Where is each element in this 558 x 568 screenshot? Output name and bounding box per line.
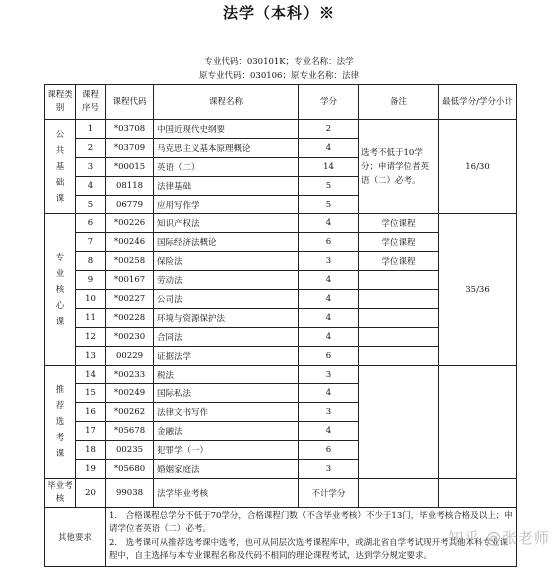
remark-cell [359,271,439,290]
header-name: 课程名称 [154,85,299,120]
remark-cell [359,478,439,507]
credit-cell: 6 [299,233,359,252]
remark-cell [359,327,439,346]
requirement-item: 1. 合格课程总学分不低于70学分，合格课程门数（不含毕业考核）不少于13门，毕业考核合格及以上；申请学位者英语（二）必考。 [109,510,513,535]
seq-cell: 11 [76,308,106,327]
code-cell: *00249 [106,384,154,403]
credit-cell: 6 [299,441,359,460]
category-char: 核 [55,284,65,295]
credit-cell: 3 [299,403,359,422]
seq-cell: 18 [76,441,106,460]
header-seq: 课程序号 [76,85,106,120]
course-name-cell: 国际经济法概论 [154,233,299,252]
category-char: 课 [55,316,65,327]
course-name-cell: 马克思主义基本原理概论 [154,138,299,157]
seq-cell: 13 [76,346,106,365]
seq-cell: 4 [76,176,106,195]
category-cell [45,365,76,478]
remark-cell: 学位课程 [359,233,439,252]
credit-cell: 5 [299,176,359,195]
code-cell: 06779 [106,195,154,214]
code-cell: *00015 [106,157,154,176]
code-cell: *00228 [106,308,154,327]
code-cell: *03708 [106,120,154,139]
min-credit-cell: 35/36 [439,214,517,365]
category-char: 推 [55,384,65,395]
course-name-cell: 婚姻家庭法 [154,460,299,479]
course-table [44,84,517,567]
remark-cell [359,365,439,478]
seq-cell: 5 [76,195,106,214]
graduation-row [45,478,517,507]
remark-cell [359,308,439,327]
credit-cell: 14 [299,157,359,176]
watermark: 知乎 @张老师 [448,529,550,547]
min-credit-cell [439,365,517,478]
code-cell: *00226 [106,214,154,233]
seq-cell: 1 [76,120,106,139]
course-name-cell: 环境与资源保护法 [154,308,299,327]
seq-cell: 17 [76,422,106,441]
min-credit-cell [439,478,517,507]
credit-cell: 4 [299,308,359,327]
credit-cell: 3 [299,460,359,479]
credit-cell: 3 [299,252,359,271]
course-name-cell: 知识产权法 [154,214,299,233]
course-name-cell: 金融法 [154,422,299,441]
seq-cell: 19 [76,460,106,479]
header-remark: 备注 [359,85,439,120]
code-cell: 99038 [106,478,154,507]
seq-cell: 10 [76,290,106,309]
header-min-credit: 最低学分/学分小计 [439,85,517,120]
credit-cell: 不计学分 [299,478,359,507]
credit-cell: 6 [299,346,359,365]
course-name-cell: 劳动法 [154,271,299,290]
seq-cell: 3 [76,157,106,176]
course-name-cell: 应用写作学 [154,195,299,214]
course-name-cell: 法学毕业考核 [154,478,299,507]
other-requirements-row [45,507,517,566]
seq-cell: 16 [76,403,106,422]
table-row [45,365,517,384]
code-cell: 00235 [106,441,154,460]
code-cell: *00258 [106,252,154,271]
category-char: 专 [55,252,65,263]
course-name-cell: 法律基础 [154,176,299,195]
course-name-cell: 税法 [154,365,299,384]
seq-cell: 8 [76,252,106,271]
category-char: 荐 [55,400,65,411]
code-cell: *00167 [106,271,154,290]
code-cell: *00227 [106,290,154,309]
course-name-cell: 保险法 [154,252,299,271]
seq-cell: 6 [76,214,106,233]
credit-cell: 4 [299,327,359,346]
course-name-cell: 犯罪学（一） [154,441,299,460]
remark-cell: 选考不低于10学分；申请学位者英语（二）必考。 [359,120,439,214]
category-char: 课 [55,448,65,459]
code-cell: *05678 [106,422,154,441]
seq-cell: 15 [76,384,106,403]
table-row [45,120,517,139]
seq-cell: 2 [76,138,106,157]
credit-cell: 4 [299,384,359,403]
table-header-row [45,85,517,120]
seq-cell: 7 [76,233,106,252]
code-cell: 08118 [106,176,154,195]
other-requirements-label: 其他要求 [45,507,106,566]
page-title: 法学（本科）※ [222,4,335,22]
category-char: 础 [55,177,65,188]
code-cell: *00233 [106,365,154,384]
course-name-cell: 法律文书写作 [154,403,299,422]
seq-cell: 12 [76,327,106,346]
credit-cell: 4 [299,422,359,441]
category-char: 课 [55,193,65,204]
requirement-item: 2. 选考课可从推荐选考课中选考，也可从同层次选考课程库中，或湖北省自学考试现开考其他本科专业课程中，自主选择与本专业课程名称及代码不相同的理论课程考试，达到学分规定要求。 [109,537,509,562]
category-char: 业 [55,268,65,279]
code-cell: *00246 [106,233,154,252]
code-cell: *00230 [106,327,154,346]
code-cell: *00262 [106,403,154,422]
category-cell [45,120,76,214]
seq-cell: 14 [76,365,106,384]
remark-cell: 学位课程 [359,214,439,233]
min-credit-cell: 16/30 [439,120,517,214]
credit-cell: 2 [299,120,359,139]
course-name-cell: 中国近现代史纲要 [154,120,299,139]
table-row [45,214,517,233]
credit-cell: 4 [299,290,359,309]
category-char: 公 [55,129,65,140]
major-code-line: 专业代码：030101K；专业名称：法学 [204,57,354,67]
code-cell: *03709 [106,138,154,157]
category-char: 基 [55,161,65,172]
credit-cell: 5 [299,195,359,214]
remark-cell: 学位课程 [359,252,439,271]
seq-cell: 20 [76,478,106,507]
remark-cell [359,290,439,309]
course-name-cell: 证据法学 [154,346,299,365]
credit-cell: 4 [299,214,359,233]
category-char: 共 [55,145,65,156]
credit-cell: 3 [299,365,359,384]
category-char: 心 [55,300,65,311]
course-name-cell: 英语（二） [154,157,299,176]
header-code: 课程代码 [106,85,154,120]
code-cell: 00229 [106,346,154,365]
category-char: 考 [55,432,65,443]
course-name-cell: 公司法 [154,290,299,309]
graduation-category-cell: 毕业考核 [45,478,76,507]
header-credit: 学分 [299,85,359,120]
course-name-cell: 国际私法 [154,384,299,403]
former-major-code-line: 原专业代码：030106；原专业名称：法律 [199,71,359,81]
category-char: 选 [55,416,65,427]
seq-cell: 9 [76,271,106,290]
credit-cell: 4 [299,138,359,157]
credit-cell: 4 [299,271,359,290]
code-cell: *05680 [106,460,154,479]
remark-cell [359,346,439,365]
category-cell [45,214,76,365]
header-category: 课程类别 [45,85,76,120]
course-name-cell: 合同法 [154,327,299,346]
